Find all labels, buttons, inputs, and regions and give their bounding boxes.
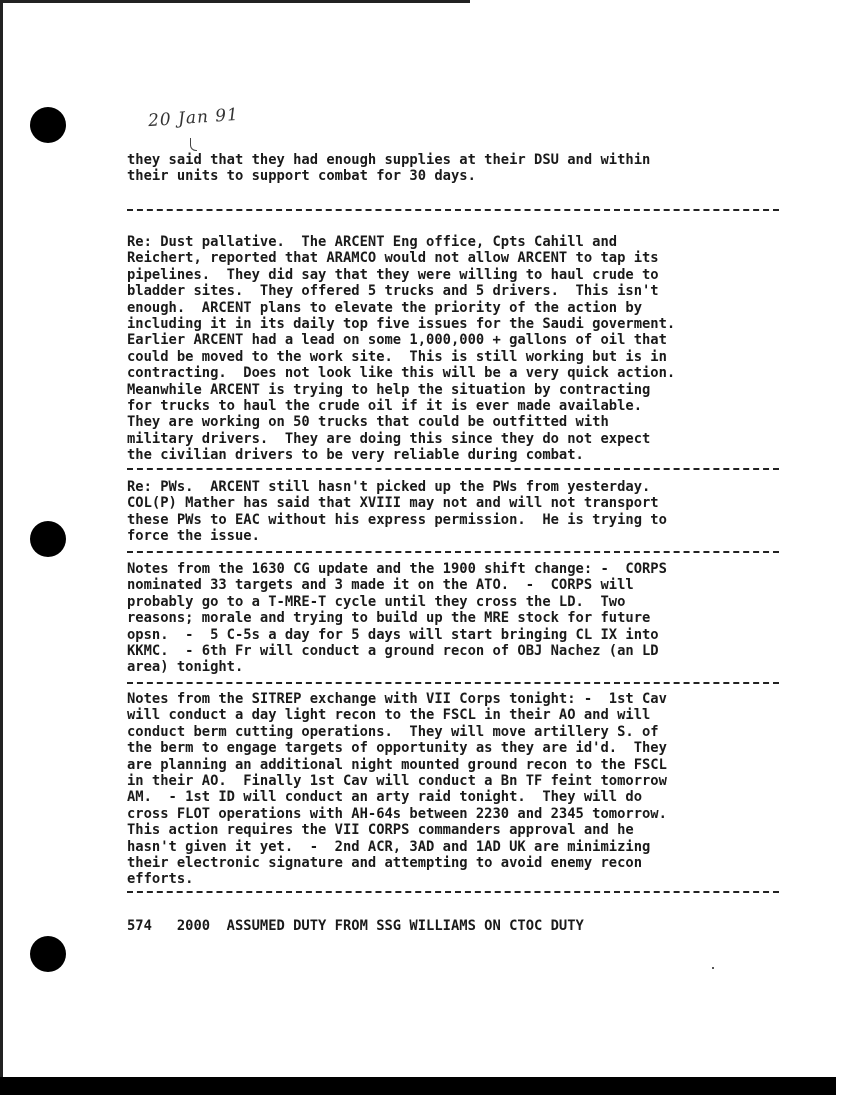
scan-speck	[712, 967, 714, 969]
binder-hole-bottom	[30, 936, 66, 972]
log-entry-duty: 574 2000 ASSUMED DUTY FROM SSG WILLIAMS ON CTOC DUTY	[127, 918, 584, 934]
separator-line	[127, 551, 779, 553]
scan-border-left	[0, 0, 3, 1080]
scan-border-bottom	[0, 1077, 836, 1095]
binder-hole-top	[30, 107, 66, 143]
handwritten-date: 20 Jan 91	[147, 104, 240, 132]
separator-line	[127, 468, 779, 470]
log-entry-supplies: they said that they had enough supplies at their DSU and within their units to support combat for 30 days.	[127, 152, 651, 185]
handwritten-mark	[190, 138, 197, 151]
separator-line	[127, 209, 779, 211]
log-entry-pws: Re: PWs. ARCENT still hasn't picked up the PWs from yesterday. COL(P) Mather has said that XVIII may not and will not transport these PWs to EAC without his express permission. He is trying to force the issue.	[127, 479, 667, 545]
log-entry-cg-update: Notes from the 1630 CG update and the 1900 shift change: - CORPS nominated 33 targets and 3 made it on the ATO. - CORPS will probably go to a T-MRE-T cycle until they cross the LD. Two reasons; morale and trying to build up the MRE stock for future opsn. - 5 C-5s a day for 5 days will start bringing CL IX into KKMC. - 6th Fr will conduct a ground recon of OBJ Nachez (an LD area) tonight.	[127, 561, 667, 676]
separator-line	[127, 682, 779, 684]
log-entry-dust-pallative: Re: Dust pallative. The ARCENT Eng office, Cpts Cahill and Reichert, reported that ARAMCO would not allow ARCENT to tap its pipelines. They did say that they were willing to haul crude to bladder sites. They offered 5 trucks and 5 drivers. This isn't enough. ARCENT plans to elevate the priority of the action by including it in its daily top five issues for the Saudi goverment. Earlier ARCENT had a lead on some 1,000,000 + gallons of oil that could be moved to the work site. This is still working but is in contracting. Does not look like this will be a very quick action. Meanwhile ARCENT is trying to help the situation by contracting for trucks to haul the crude oil if it is ever made available. They are working on 50 trucks that could be outfitted with military drivers. They are doing this since they do not expect the civilian drivers to be very reliable during combat.	[127, 234, 676, 464]
separator-line	[127, 891, 779, 893]
scan-border-top	[0, 0, 470, 3]
binder-hole-middle	[30, 521, 66, 557]
log-entry-sitrep: Notes from the SITREP exchange with VII Corps tonight: - 1st Cav will conduct a day light recon to the FSCL in their AO and will conduct berm cutting operations. They will move artillery S. of the berm to engage targets of opportunity as they are id'd. They are planning an additional night mounted ground recon to the FSCL in their AO. Finally 1st Cav will conduct a Bn TF feint tomorrow AM. - 1st ID will conduct an arty raid tonight. They will do cross FLOT operations with AH-64s between 2230 and 2345 tomorrow. This action requires the VII CORPS commanders approval and he hasn't given it yet. - 2nd ACR, 3AD and 1AD UK are minimizing their electronic signature and attempting to avoid enemy recon efforts.	[127, 691, 667, 888]
